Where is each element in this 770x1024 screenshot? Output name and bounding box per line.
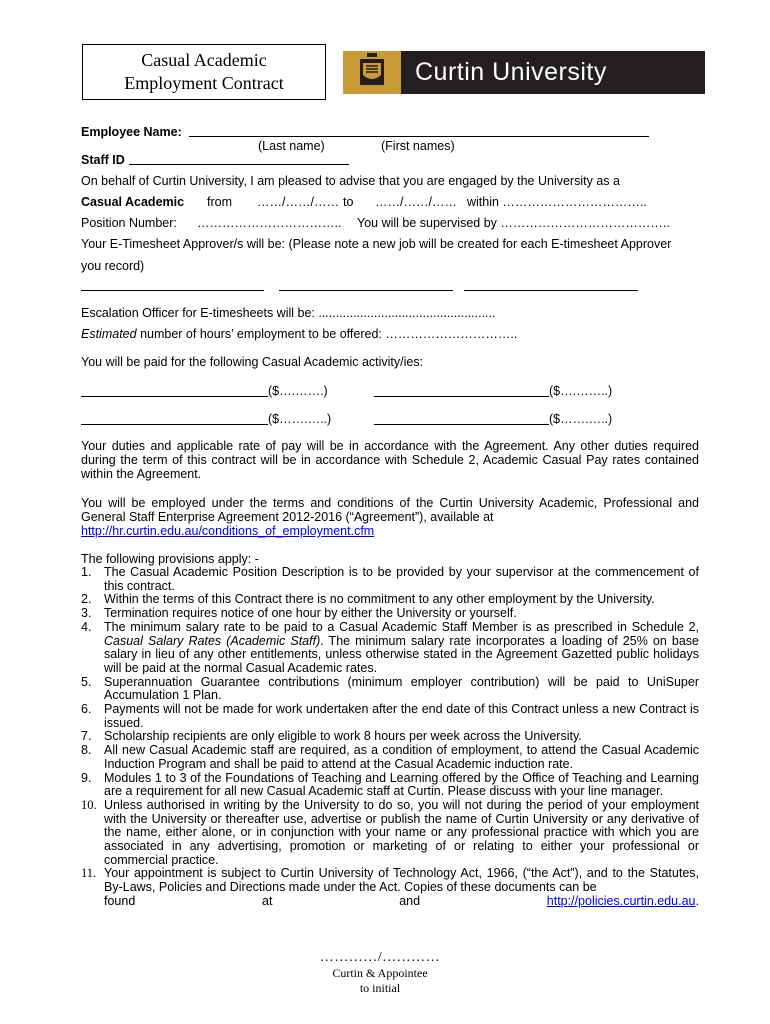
engagement-line xyxy=(81,195,184,209)
employee-name-label: Employee Name: xyxy=(81,125,182,139)
intro-text: On behalf of Curtin University, I am pleased to advise that you are engaged by the University as a xyxy=(81,174,620,188)
logo-wordmark: Curtin University xyxy=(415,58,607,86)
title-line-1: Casual Academic xyxy=(141,50,267,70)
provision-item: 7. Scholarship recipients are only eligible to work 8 hours per week across the University. xyxy=(81,729,582,744)
rate-field-4[interactable]: ($…….…..) xyxy=(549,412,613,426)
casual-academic-label: Casual Academic xyxy=(81,195,185,209)
rate-field-2[interactable]: ($….……..) xyxy=(549,384,613,398)
end-date-field[interactable]: ……/……/…… xyxy=(375,195,457,209)
within-field[interactable]: within …………………………….. xyxy=(467,195,647,209)
position-number-field[interactable]: …………………………….. xyxy=(197,216,342,230)
rate-field-3[interactable]: ($…….…..) xyxy=(268,412,332,426)
escalation-officer-field[interactable]: Escalation Officer for E-timesheets will be: ................................................... xyxy=(81,306,496,320)
last-name-caption: (Last name) xyxy=(258,139,325,153)
crest-icon xyxy=(343,51,401,94)
supervisor-field[interactable]: You will be supervised by ………………………………….. xyxy=(357,216,670,230)
initial-caption-1: Curtin & Appointee xyxy=(332,966,428,980)
employment-terms-text: You will be employed under the terms and conditions of the Curtin University Academic, Professional and General Staff Enterprise Agreement 2012-2016 (“Agreement”), available at xyxy=(81,496,699,524)
initial-caption-2: to initial xyxy=(359,981,401,995)
rate-field-1[interactable]: ($….…….) xyxy=(268,384,328,398)
provision-item: 1. The Casual Academic Position Description is to be provided by your supervisor at the commencement of this contract. xyxy=(81,565,699,593)
activity-field-3[interactable] xyxy=(81,413,268,425)
activity-field-4[interactable] xyxy=(374,413,549,425)
provision-item: 5. Superannuation Guarantee contributions (minimum employer contribution) will be paid to UniSuper Accumulation 1 Plan. xyxy=(81,674,699,703)
approver-field-1[interactable] xyxy=(81,279,264,291)
from-label: from xyxy=(207,195,232,209)
estimated-hours-text: number of hours’ employment to be offered: ………………………….. xyxy=(136,327,518,341)
activity-field-2[interactable] xyxy=(374,385,549,397)
provision-item: 8. All new Casual Academic staff are required, as a condition of employment, to attend the Casual Academic Induction Program and shall be paid to attend at the Casual Academic induction rate. xyxy=(81,743,699,771)
approver-text-2: you record) xyxy=(81,259,145,273)
employment-terms-paragraph xyxy=(81,496,699,538)
first-names-caption: (First names) xyxy=(381,139,455,153)
approver-text: Your E-Timesheet Approver/s will be: (Please note a new job will be created for each E-timesheet Approver xyxy=(81,237,672,251)
policies-link[interactable]: http://policies.curtin.edu.au xyxy=(546,893,696,908)
initial-field[interactable]: …………/………… xyxy=(319,950,441,965)
provision-item: 3. Termination requires notice of one hour by either the University or yourself. xyxy=(81,606,517,621)
approver-field-3[interactable] xyxy=(464,279,638,291)
contract-title-box xyxy=(82,44,326,100)
estimated-word: Estimated xyxy=(81,327,137,341)
provisions-heading: The following provisions apply: - xyxy=(81,552,259,566)
provision-item: 9. Modules 1 to 3 of the Foundations of Teaching and Learning offered by the Office of Teaching and Learning are a requirement for all new Casual Academic staff at Curtin. Please discuss with your line manager. xyxy=(81,770,699,799)
provision-item: 2. Within the terms of this Contract there is no commitment to any other employment by the University. xyxy=(81,592,655,607)
initial-block xyxy=(290,950,470,996)
to-label: to xyxy=(343,195,354,209)
curtin-logo xyxy=(343,51,705,94)
start-date-field[interactable]: ……/……/…… xyxy=(257,195,339,209)
provision-item: 4. The minimum salary rate to be paid to a Casual Academic Staff Member is as prescribed in Schedule 2, Casual Salary Rates (Academic Staff). The minimum salary rate incorporates a loading of 25% on base salary in lieu of any other entitlements, unless otherwise stated in the Agreement Gazetted public holidays will be paid at the normal Casual Academic rates. xyxy=(81,619,699,675)
duties-paragraph: Your duties and applicable rate of pay will be in accordance with the Agreement. Any other duties required during the term of this contract will be in accordance with Schedule 2, Academic Casual Pay rates contained within the Agreement. xyxy=(81,439,699,481)
approver-field-2[interactable] xyxy=(279,279,453,291)
title-line-2: Employment Contract xyxy=(124,73,284,93)
activity-field-1[interactable] xyxy=(81,385,268,397)
provisions-list xyxy=(81,566,699,909)
policies-line: found at and http://policies.curtin.edu.au. xyxy=(104,893,699,908)
staff-id-field[interactable] xyxy=(129,153,349,165)
paid-for-text: You will be paid for the following Casual Academic activity/ies: xyxy=(81,355,424,369)
employee-name-field[interactable] xyxy=(189,125,649,137)
staff-id-label: Staff ID xyxy=(81,153,125,167)
provision-item: 11. Your appointment is subject to Curtin University of Technology Act, 1966, (“the Act”), and to the Statutes, By-Laws, Policies and Directions made under the Act. Copies of these documents can be found at and http://policies.curtin.edu.au. xyxy=(81,866,699,908)
estimated-hours-line[interactable] xyxy=(81,327,517,341)
provision-item: 6. Payments will not be made for work undertaken after the end date of this Contract unless a new Contract is issued. xyxy=(81,702,699,730)
agreement-link[interactable]: http://hr.curtin.edu.au/conditions_of_employment.cfm xyxy=(81,524,375,538)
provision-item: 10. Unless authorised in writing by the University to do so, you will not during the period of your employment with the University or thereafter use, advertise or publish the name of Curtin University or any derivative of the name, either alone, or in conjunction with your name or any professional practice with which you are associated in any advertising, promotion or marketing of or relating to either your professional or commercial practice. xyxy=(81,797,699,867)
position-number-label: Position Number: xyxy=(81,216,177,230)
